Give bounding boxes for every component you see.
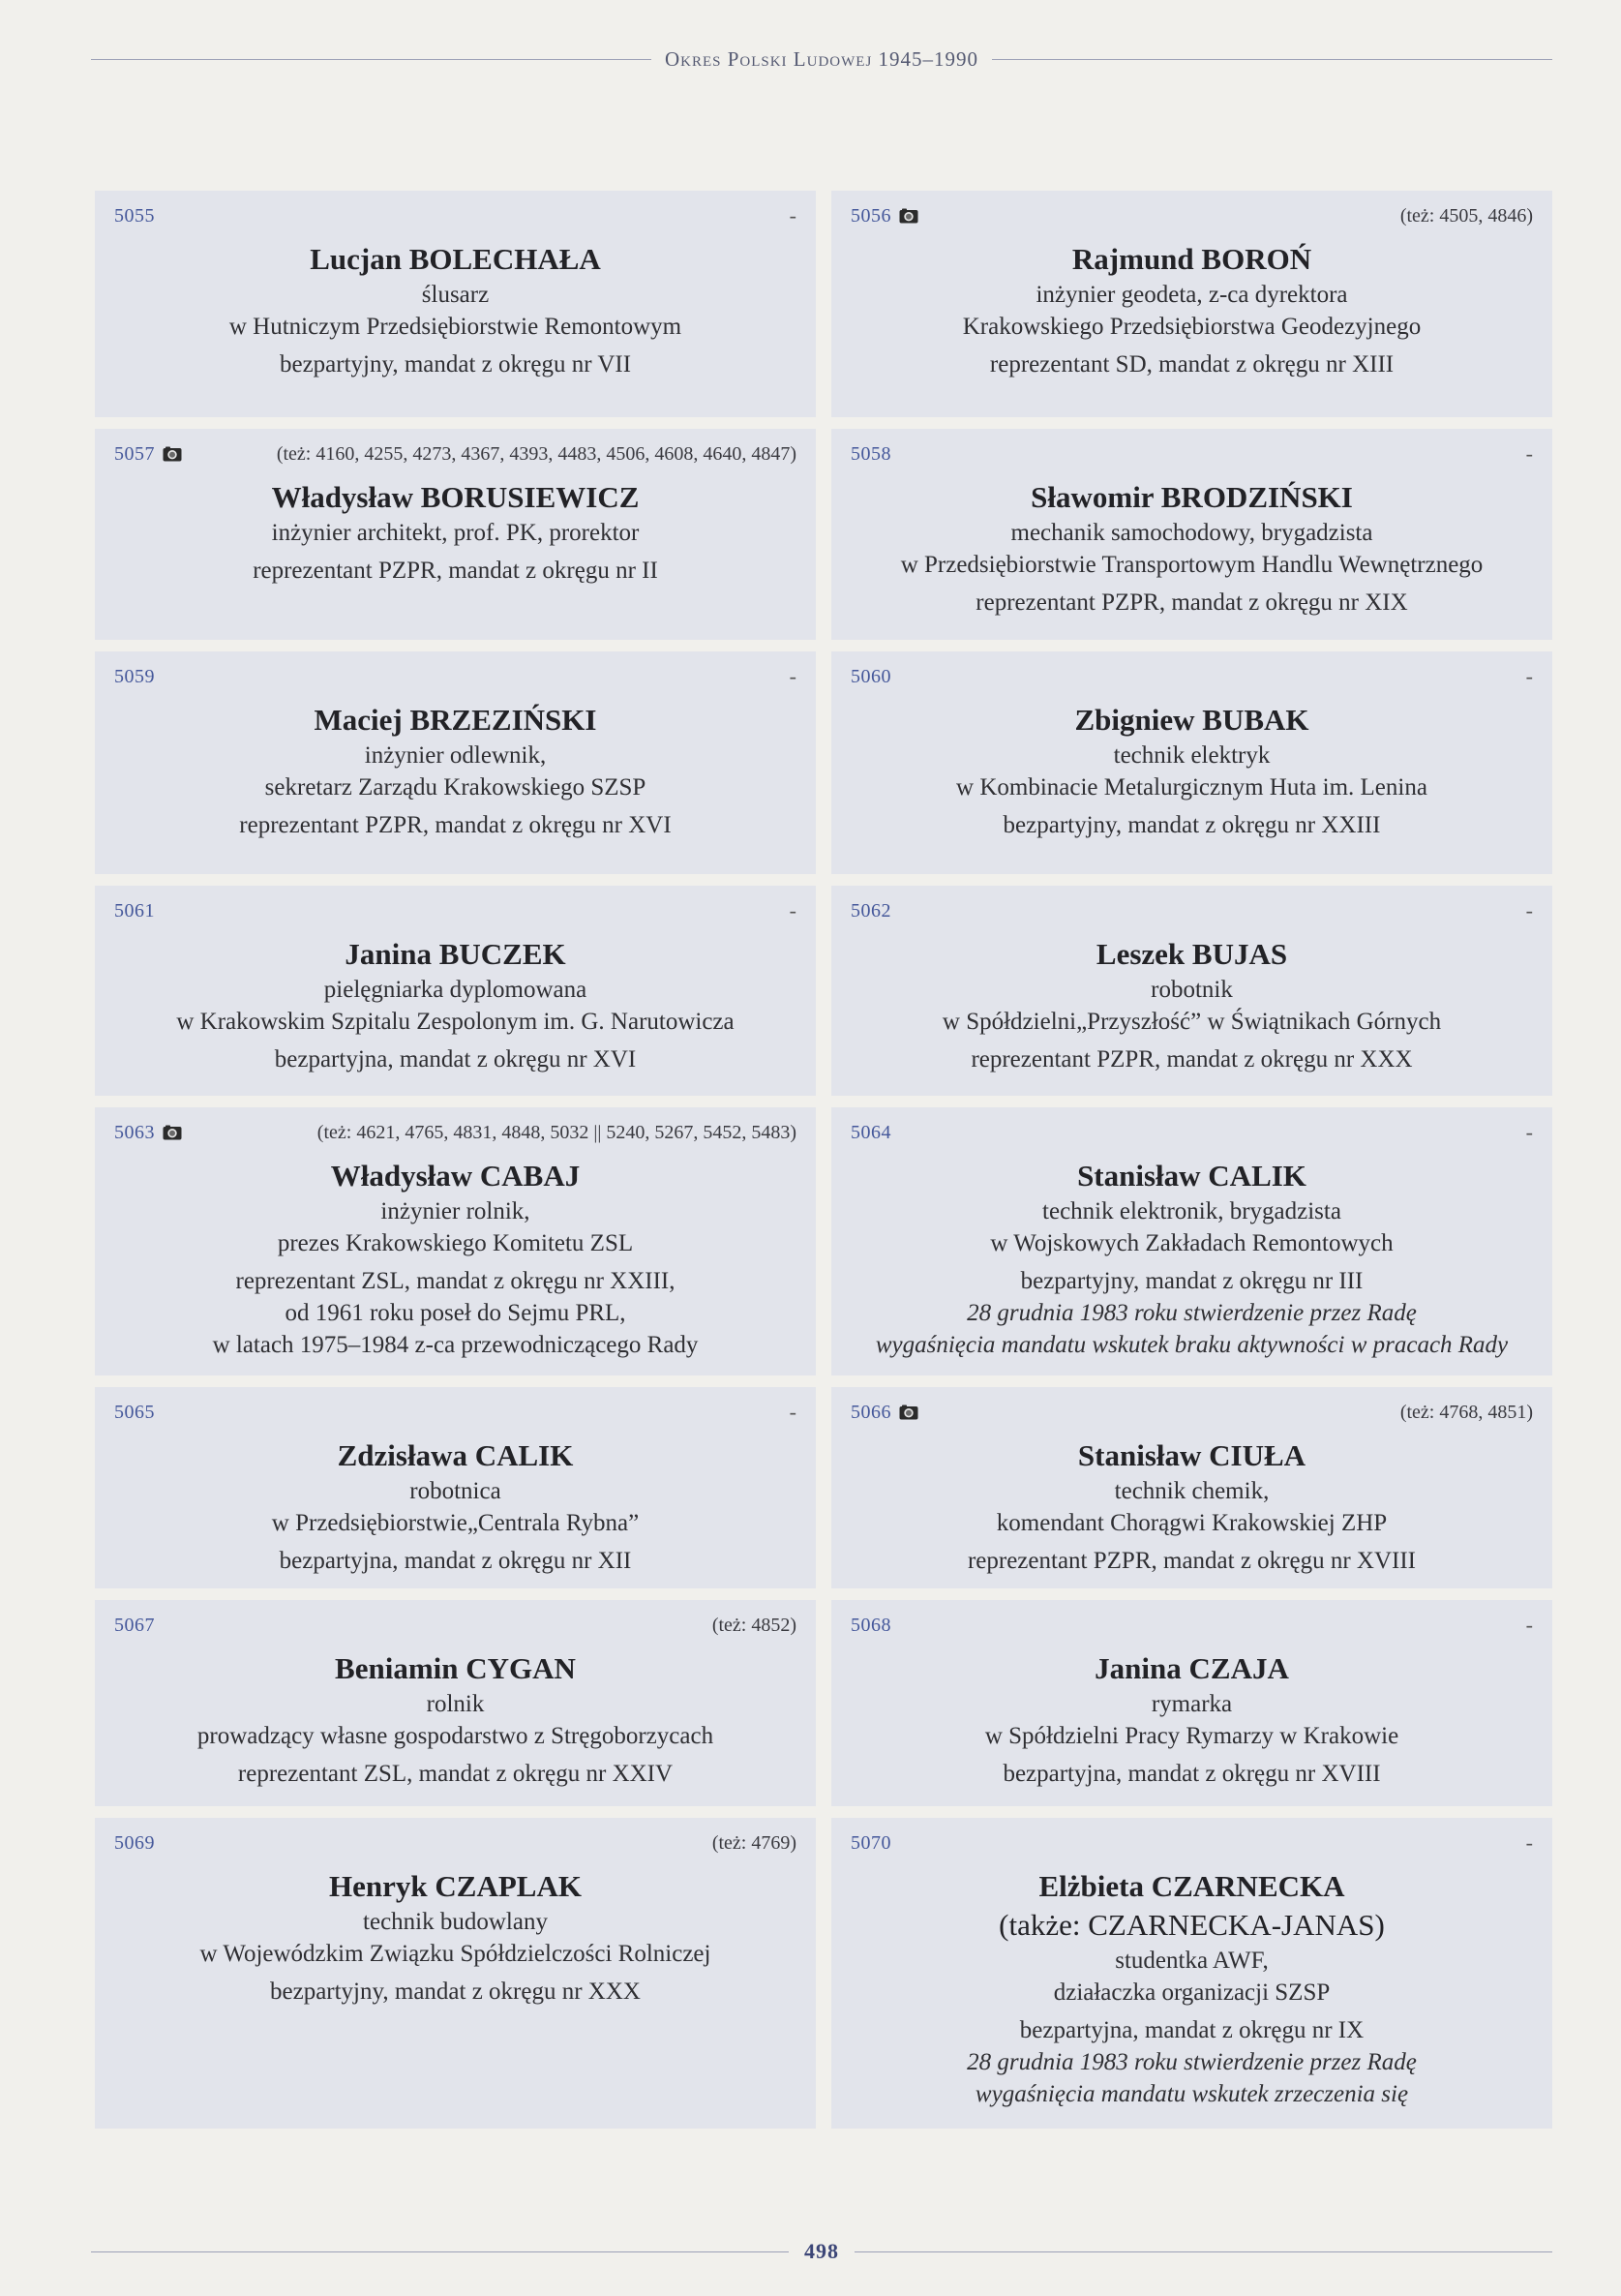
mandate-block [831, 1758, 1552, 1790]
footer-rule-right [855, 2251, 1552, 2252]
mandate-line: od 1961 roku poseł do Sejmu PRL, [285, 1300, 626, 1326]
mandate-block [95, 809, 816, 841]
running-title: Okres Polski Ludowej 1945–1990 [664, 46, 979, 71]
entry-card [95, 1818, 816, 2129]
entry-header [114, 1119, 796, 1146]
mandate-line: reprezentant PZPR, mandat z okręgu nr XVI [239, 812, 672, 838]
cross-reference: (też: 4505, 4846) [1399, 204, 1533, 227]
description-line: sekretarz Zarządu Krakowskiego SZSP [264, 774, 646, 801]
cross-reference: (też: 4621, 4765, 4831, 4848, 5032 || 5240, 5267, 5452, 5483) [316, 1121, 796, 1143]
entry-card [95, 1107, 816, 1375]
entry-header [851, 202, 1533, 229]
note-line: wygaśnięcia mandatu wskutek braku aktywności w pracach Rady [875, 1332, 1509, 1358]
note-line: 28 grudnia 1983 roku stwierdzenie przez Radę [967, 1300, 1417, 1326]
entry-header [851, 1829, 1533, 1857]
cross-reference: (też: 4160, 4255, 4273, 4367, 4393, 4483, 4506, 4608, 4640, 4847) [276, 442, 796, 465]
entry-header [851, 897, 1533, 924]
person-name: Stanisław CIUŁA [1077, 1438, 1306, 1472]
mandate-line: reprezentant SD, mandat z okręgu nr XIII [989, 351, 1395, 378]
camera-icon [899, 208, 918, 224]
entry-header [114, 897, 796, 924]
entry-card [831, 1107, 1552, 1375]
description-line: w Wojewódzkim Związku Spółdzielczości Rolniczej [199, 1941, 711, 1967]
dash-marker: - [1525, 664, 1533, 688]
entry-header [114, 202, 796, 229]
entry-card [831, 191, 1552, 417]
person-name: Henryk CZAPLAK [329, 1869, 582, 1903]
entry-header [114, 663, 796, 690]
page-number: 498 [804, 2239, 839, 2263]
entry-body [831, 1818, 1552, 2110]
mandate-block [831, 1265, 1552, 1361]
dash-marker: - [789, 664, 796, 688]
description-line: rymarka [1151, 1691, 1233, 1717]
entry-header [114, 440, 796, 468]
mandate-line: bezpartyjny, mandat z okręgu nr VII [279, 351, 632, 378]
person-name: Maciej BRZEZIŃSKI [314, 703, 597, 737]
entry-header [851, 1119, 1533, 1146]
footer-rule-left [91, 2251, 789, 2252]
entry-card [95, 191, 816, 417]
description-line: robotnik [1151, 977, 1233, 1003]
entry-card [831, 1600, 1552, 1806]
mandate-line: w latach 1975–1984 z-ca przewodniczącego Rady [212, 1332, 699, 1358]
camera-icon [163, 1125, 182, 1140]
description-line: technik elektronik, brygadzista [1042, 1198, 1341, 1224]
person-name: Zbigniew BUBAK [1074, 703, 1309, 737]
entry-number: 5056 [851, 204, 891, 227]
description-line: studentka AWF, [1115, 1948, 1269, 1974]
entry-card [95, 1600, 816, 1806]
description-line: w Przedsiębiorstwie„Centrala Rybna” [271, 1510, 640, 1536]
entry-number: 5067 [114, 1614, 155, 1636]
dash-marker: - [789, 1400, 796, 1424]
description-line: prezes Krakowskiego Komitetu ZSL [277, 1230, 634, 1256]
entries-grid [95, 191, 1552, 2129]
description-line: w Spółdzielni Pracy Rymarzy w Krakowie [984, 1723, 1399, 1749]
mandate-block [95, 1976, 816, 2008]
entry-card [95, 651, 816, 874]
entry-number: 5065 [114, 1401, 155, 1423]
dash-marker: - [1525, 441, 1533, 466]
description-line: robotnica [409, 1478, 501, 1504]
entry-number: 5057 [114, 442, 155, 465]
description-line: w Wojskowych Zakładach Remontowych [990, 1230, 1394, 1256]
cross-reference: (też: 4768, 4851) [1399, 1401, 1533, 1423]
alternate-name: (także: CZARNECKA-JANAS) [999, 1908, 1385, 1942]
description-line: w Przedsiębiorstwie Transportowym Handlu Wewnętrznego [900, 552, 1484, 578]
header-rule-right [992, 59, 1552, 60]
entry-number: 5070 [851, 1831, 891, 1854]
mandate-block [831, 587, 1552, 619]
description-line: pielęgniarka dyplomowana [323, 977, 587, 1003]
person-name: Lucjan BOLECHAŁA [310, 242, 601, 276]
dash-marker: - [789, 898, 796, 922]
person-name: Janina CZAJA [1095, 1651, 1289, 1685]
mandate-block [95, 1758, 816, 1790]
description-line: inżynier rolnik, [380, 1198, 530, 1224]
mandate-block [95, 1545, 816, 1577]
entry-number: 5060 [851, 665, 891, 687]
entry-card [95, 429, 816, 640]
mandate-line: reprezentant PZPR, mandat z okręgu nr II [253, 558, 658, 584]
person-name: Leszek BUJAS [1096, 937, 1288, 971]
description-line: technik chemik, [1114, 1478, 1270, 1504]
page-footer [91, 2235, 1552, 2268]
dash-marker: - [1525, 1613, 1533, 1637]
mandate-block [95, 1043, 816, 1075]
mandate-block [95, 555, 816, 587]
entry-card [831, 886, 1552, 1096]
description-line: inżynier architekt, prof. PK, prorektor [271, 520, 640, 546]
running-head [91, 43, 1552, 76]
description-line: w Hutniczym Przedsiębiorstwie Remontowym [228, 314, 682, 340]
mandate-line: reprezentant PZPR, mandat z okręgu nr XXX [971, 1046, 1413, 1072]
description-line: komendant Chorągwi Krakowskiej ZHP [996, 1510, 1388, 1536]
person-name: Rajmund BOROŃ [1071, 242, 1312, 276]
person-name: Zdzisława CALIK [337, 1438, 574, 1472]
dash-marker: - [1525, 1830, 1533, 1855]
entry-header [114, 1612, 796, 1639]
mandate-line: bezpartyjna, mandat z okręgu nr XVI [274, 1046, 637, 1072]
entry-card [95, 1387, 816, 1588]
entry-number: 5055 [114, 204, 155, 227]
person-name: Janina BUCZEK [345, 937, 566, 971]
camera-icon [899, 1405, 918, 1420]
entry-card [831, 1387, 1552, 1588]
description-line: technik elektryk [1113, 742, 1271, 769]
entry-card [831, 1818, 1552, 2129]
description-line: w Krakowskim Szpitalu Zespolonym im. G. Narutowicza [176, 1009, 735, 1035]
person-name: Sławomir BRODZIŃSKI [1031, 480, 1353, 514]
entry-number: 5061 [114, 899, 155, 921]
entry-number: 5069 [114, 1831, 155, 1854]
note-line: 28 grudnia 1983 roku stwierdzenie przez Radę [967, 2049, 1417, 2075]
entry-number: 5062 [851, 899, 891, 921]
mandate-block [831, 348, 1552, 380]
mandate-block [95, 1265, 816, 1361]
dash-marker: - [789, 203, 796, 227]
entry-number: 5064 [851, 1121, 891, 1143]
description-line: prowadzący własne gospodarstwo z Stręgoborzycach [196, 1723, 714, 1749]
mandate-line: bezpartyjny, mandat z okręgu nr III [1020, 1268, 1364, 1294]
mandate-line: bezpartyjna, mandat z okręgu nr XII [279, 1548, 632, 1574]
entry-header [851, 663, 1533, 690]
mandate-line: reprezentant ZSL, mandat z okręgu nr XXIV [237, 1761, 674, 1787]
description-line: w Kombinacie Metalurgicznym Huta im. Lenina [956, 774, 1427, 801]
entry-header [851, 1612, 1533, 1639]
entry-number: 5063 [114, 1121, 155, 1143]
person-name: Władysław CABAJ [330, 1159, 581, 1193]
mandate-block [831, 1545, 1552, 1577]
cross-reference: (też: 4769) [711, 1831, 796, 1854]
dash-marker: - [1525, 898, 1533, 922]
description-line: Krakowskiego Przedsiębiorstwa Geodezyjnego [962, 314, 1422, 340]
person-name: Stanisław CALIK [1077, 1159, 1306, 1193]
entry-header [851, 440, 1533, 468]
mandate-line: bezpartyjna, mandat z okręgu nr IX [1019, 2017, 1365, 2043]
description-line: technik budowlany [363, 1909, 548, 1935]
mandate-block [831, 2014, 1552, 2110]
description-line: inżynier odlewnik, [364, 742, 547, 769]
header-rule-left [91, 59, 651, 60]
person-name: Elżbieta CZARNECKA [1038, 1869, 1345, 1903]
entry-header [851, 1399, 1533, 1426]
entry-header [114, 1829, 796, 1857]
description-line: inżynier geodeta, z-ca dyrektora [1036, 282, 1348, 308]
entry-number: 5058 [851, 442, 891, 465]
mandate-line: bezpartyjny, mandat z okręgu nr XXIII [1003, 812, 1381, 838]
description-line: rolnik [426, 1691, 485, 1717]
description-line: ślusarz [421, 282, 490, 308]
mandate-block [831, 809, 1552, 841]
person-name: Władysław BORUSIEWICZ [271, 480, 640, 514]
mandate-line: reprezentant PZPR, mandat z okręgu nr XIX [976, 589, 1408, 616]
description-line: w Spółdzielni„Przyszłość” w Świątnikach Górnych [942, 1009, 1442, 1035]
mandate-line: bezpartyjny, mandat z okręgu nr XXX [270, 1979, 641, 2005]
entry-card [831, 651, 1552, 874]
camera-icon [163, 446, 182, 462]
entry-number: 5059 [114, 665, 155, 687]
entry-number: 5066 [851, 1401, 891, 1423]
entry-header [114, 1399, 796, 1426]
person-name: Beniamin CYGAN [335, 1651, 576, 1685]
mandate-block [95, 348, 816, 380]
entry-card [831, 429, 1552, 640]
description-line: mechanik samochodowy, brygadzista [1010, 520, 1373, 546]
dash-marker: - [1525, 1120, 1533, 1144]
mandate-block [831, 1043, 1552, 1075]
mandate-line: reprezentant PZPR, mandat z okręgu nr XVIII [967, 1548, 1417, 1574]
entry-number: 5068 [851, 1614, 891, 1636]
note-line: wygaśnięcia mandatu wskutek zrzeczenia się [975, 2081, 1409, 2107]
mandate-line: bezpartyjna, mandat z okręgu nr XVIII [1003, 1761, 1381, 1787]
description-line: działaczka organizacji SZSP [1053, 1979, 1331, 2006]
cross-reference: (też: 4852) [711, 1614, 796, 1636]
entry-card [95, 886, 816, 1096]
mandate-line: reprezentant ZSL, mandat z okręgu nr XXIII, [235, 1268, 675, 1294]
